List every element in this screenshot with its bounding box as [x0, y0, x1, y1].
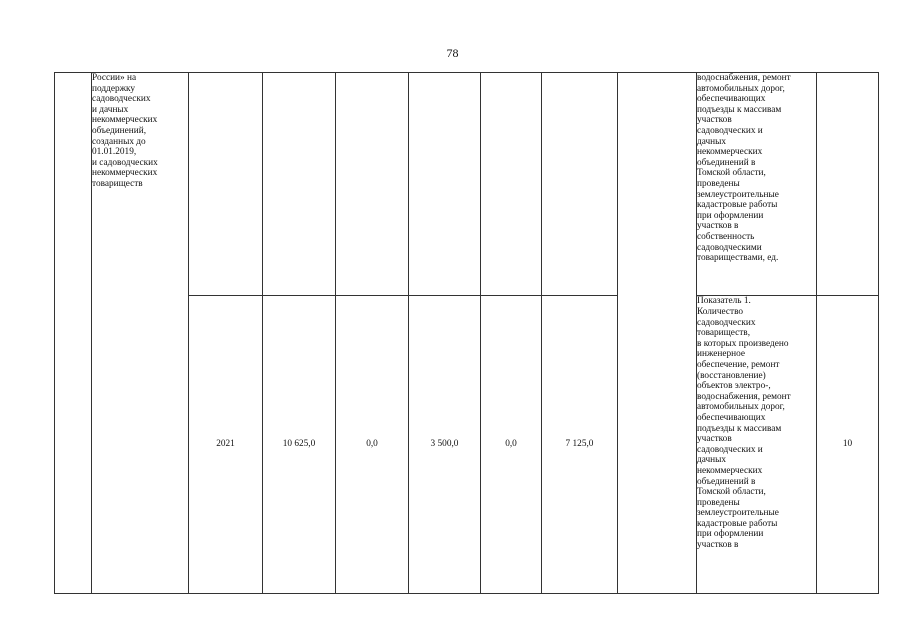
indicator-cell-upper [697, 73, 817, 296]
indicator-value-cell-upper [817, 73, 879, 296]
regional-cell-upper [409, 73, 481, 296]
total-cell-upper [263, 73, 336, 296]
total-cell: 10 625,0 [263, 296, 336, 594]
year-cell: 2021 [189, 296, 263, 594]
regional-cell: 3 500,0 [409, 296, 481, 594]
federal-cell-upper [336, 73, 409, 296]
indicator-cell [697, 296, 817, 594]
page-number: 78 [446, 46, 459, 60]
indicator-text: Показатель 1. Количество садоводческих товариществ, в которых произведено инженерное обеспечение, ремонт (восстановление) объектов электро-, водоснабжения, ремонт автомобильных дорог, обеспечивающих подъезды к массивам участков садоводческих и дачных некоммерческих объединений в Томской области, проведены землеустроительные кадастровые работы при оформлении участков в [697, 296, 791, 551]
indicator-text-upper: водоснабжения, ремонт автомобильных дорог, обеспечивающих подъезды к массивам участков садоводческих и дачных некоммерческих объединений в Томской области, проведены землеустроительные кадастровые работы при оформлении участков в собственность садоводческими товариществами, ед. [697, 73, 791, 264]
local-cell: 0,0 [481, 296, 542, 594]
row-number-cell [55, 73, 92, 594]
table-row-upper [55, 73, 879, 296]
year-cell-upper [189, 73, 263, 296]
event-name-cell [92, 73, 189, 594]
executor-cell [618, 73, 697, 594]
federal-cell: 0,0 [336, 296, 409, 594]
program-table [54, 72, 879, 594]
other-cell-upper [542, 73, 618, 296]
indicator-value-cell: 10 [817, 296, 879, 594]
other-cell: 7 125,0 [542, 296, 618, 594]
event-name-text: России» на поддержку садоводческих и дачных некоммерческих объединений, созданных до 01.01.2019, и садоводческих некоммерческих товариществ [92, 73, 158, 189]
local-cell-upper [481, 73, 542, 296]
